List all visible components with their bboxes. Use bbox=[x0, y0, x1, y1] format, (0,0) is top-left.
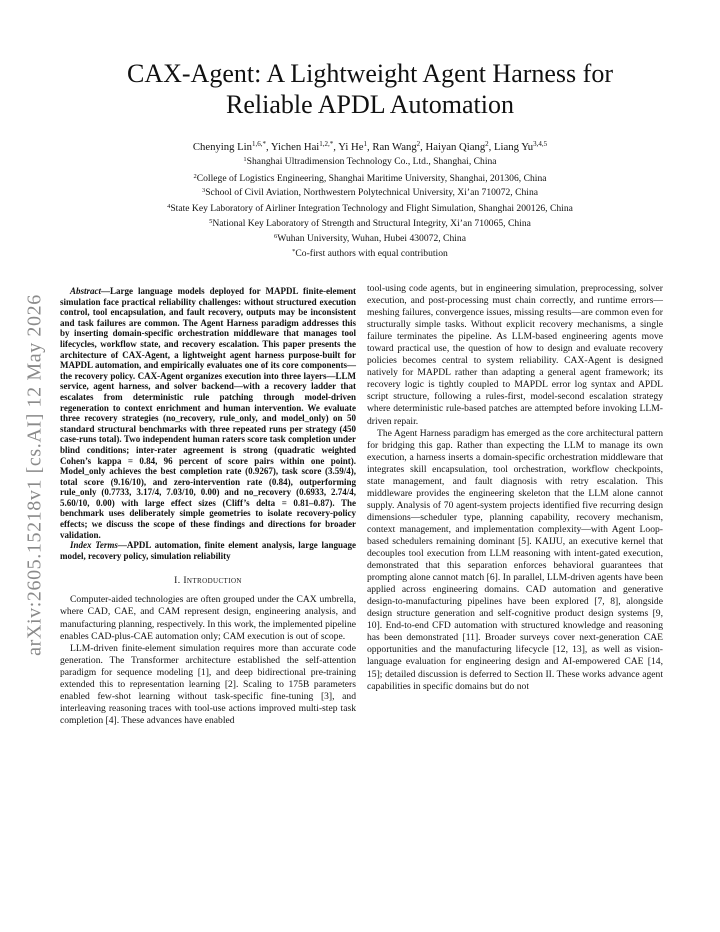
affiliation bbox=[60, 233, 680, 245]
abstract bbox=[60, 286, 356, 540]
author-name: Ran Wang bbox=[372, 141, 417, 153]
author-name: Haiyan Qiang bbox=[425, 141, 486, 153]
affiliation-mark: * bbox=[292, 248, 296, 255]
affiliation-mark: 5 bbox=[209, 218, 213, 225]
affiliation bbox=[60, 203, 680, 215]
paragraph: The Agent Harness paradigm has emerged as the core architectural pattern for bridging this gap. Rather than expecting the LLM to manage its own execution, a harness inserts a domain-specific orchestration middleware that integrates skill encapsulation, tool orchestration, workflow checkpoints, state management, and fault diagnosis with retry escalation. This middleware provides the engineering skeleton that the LLM alone cannot supply. Analysis of 70 agent-system projects identified five recurring design dimensions—scheduler type, planning capability, recovery mechanism, context management, and implementation complexity—with Agent Loop-based schedulers remaining dominant [5]. KAIJU, an executive kernel that decouples tool execution from LLM reasoning with intent-gated execution, demonstrated that this separation enforces behavioral guarantees that prompting alone cannot match [6]. In parallel, LLM-driven agents have been applied across engineering domains. CAD automation and generative design-to-manufacturing pipelines have been explored [7, 8], alongside design structure generation and self-cognitive product design systems [9, 10]. End-to-end CFD automation with structured knowledge and reasoning has been demonstrated [11]. Broader surveys cover next-generation CAE opportunities and the manufacturing lifecycle [12, 13], as well as vision-language evaluation for engineering design and AI-empowered CAE [14, 15]; detailed discussion is deferred to Section II. These works advance agent capabilities in specific domains but do not bbox=[367, 427, 663, 692]
paragraph: Computer-aided technologies are often grouped under the CAX umbrella, where CAD, CAE, and CAM represent design, engineering analysis, and manufacturing planning, respectively. In this work, the implemented pipeline enables CAD-plus-CAE automation only; CAM execution is out of scope. bbox=[60, 594, 356, 642]
index-terms-label: Index Terms bbox=[70, 540, 118, 551]
affiliation-mark: 2 bbox=[193, 173, 197, 180]
index-terms bbox=[60, 540, 356, 561]
affiliation-text: State Key Laboratory of Airliner Integration Technology and Flight Simulation, Shanghai 200126, China bbox=[170, 203, 573, 214]
abstract-text: —Large language models deployed for MAPDL finite-element simulation face practical reliability challenges: without structured execution control, tool encapsulation, and fault recovery, outputs may be inconsistent and task failures are common. The Agent Harness paradigm addresses this by inserting domain-specific orchestration middleware that manages tool lifecycles, workflow state, and recovery escalation. This paper presents the architecture of CAX-Agent, a lightweight agent harness purpose-built for MAPDL automation, and empirically evaluates one of its core components—the recovery policy. CAX-Agent organizes execution into three layers—LLM service, agent harness, and solver backend—with a recovery ladder that escalates from deterministic rule patching through model-driven regeneration to context enrichment and human intervention. We evaluate three recovery strategies (no_recovery, rule_only, and model_only) on 50 standard structural benchmarks with three repeated runs per strategy (450 case-runs total). Two independent human raters score task completion under blind conditions; inter-rater agreement is strong (quadratic weighted Cohen’s kappa = 0.84, 96 percent of score pairs within one point). Model_only achieves the best completion rate (0.9267), task score (3.59/4), total score (9.16/10), and zero-intervention rate (0.84), outperforming rule_only (0.7733, 3.17/4, 7.03/10, 0.00) and no_recovery (0.6933, 2.74/4, 5.60/10, 0.00) with large effect sizes (Cliff’s delta = 0.81–0.87). The benchmark uses deliberately simple geometries to isolate recovery-policy effects; we discuss the scope of these findings and directions for broader validation. bbox=[60, 286, 356, 540]
affiliation-mark: 1 bbox=[243, 156, 247, 163]
affiliation-text: Co-first authors with equal contribution bbox=[295, 248, 448, 259]
paragraph: LLM-driven finite-element simulation requires more than accurate code generation. The Transformer architecture established the self-attention paradigm for sequence modeling [1], and deep bidirectional pre-training extended this to representation learning [2]. Scaling to 175B parameters enabled few-shot learning without task-specific fine-tuning [3], and interleaving reasoning traces with tool-use actions improved multi-step task completion [4]. These advances have enabled bbox=[60, 642, 356, 726]
abstract-label: Abstract bbox=[70, 286, 102, 296]
title-line-1: CAX-Agent: A Lightweight Agent Harness for bbox=[127, 59, 613, 88]
affiliation-text: Wuhan University, Wuhan, Hubei 430072, China bbox=[277, 233, 466, 244]
author-marks: 3,4,5 bbox=[533, 140, 548, 148]
author-name: Yichen Hai bbox=[270, 141, 320, 153]
title-line-2: Reliable APDL Automation bbox=[226, 90, 514, 119]
co-first-note bbox=[60, 248, 680, 260]
index-terms-text: —APDL automation, finite element analysis, large language model, recovery policy, simulation reliability bbox=[60, 540, 356, 561]
affiliation bbox=[60, 187, 680, 199]
author-marks: 1 bbox=[363, 140, 367, 148]
author-marks: 2 bbox=[416, 140, 421, 148]
affiliation-mark: 4 bbox=[167, 203, 171, 210]
author-marks: 1,2,* bbox=[319, 140, 334, 148]
affiliation bbox=[60, 156, 680, 168]
affiliation-text: College of Logistics Engineering, Shanghai Maritime University, Shanghai, 201306, China bbox=[196, 173, 547, 184]
author-name: Yi He bbox=[338, 141, 364, 153]
paragraph: tool-using code agents, but in engineering simulation, preprocessing, solver execution, and post-processing must chain correctly, and runtime errors—meshing failures, convergence issues, missing results—are common even for structurally simple tasks. Without explicit recovery mechanisms, a single failure terminates the pipeline. As LLM-based engineering agents move toward practical use, the question of how to design and evaluate recovery policies becomes central to system reliability. CAX-Agent is designed natively for MAPDL rather than adapting a general agent framework; its recovery logic is tightly coupled to MAPDL error log syntax and APDL script structure, following a rules-first, model-second escalation strategy where deterministic rule-based patches are attempted before invoking LLM-driven repair. bbox=[367, 283, 663, 427]
right-column bbox=[367, 283, 663, 693]
affiliation-text: National Key Laboratory of Strength and Structural Integrity, Xi’an 710065, China bbox=[212, 218, 531, 229]
affiliation bbox=[60, 173, 680, 185]
affiliation-mark: 3 bbox=[201, 187, 206, 194]
section-heading-introduction: I. Introduction bbox=[174, 575, 242, 587]
arxiv-identifier: arXiv:2605.15218v1 [cs.AI] 12 May 2026 bbox=[23, 294, 46, 656]
affiliation-text: School of Civil Aviation, Northwestern Polytechnical University, Xi’an 710072, China bbox=[205, 187, 539, 198]
author-name: Chenying Lin bbox=[192, 141, 252, 153]
affiliation-text: Shanghai Ultradimension Technology Co., Ltd., Shanghai, China bbox=[246, 156, 497, 167]
arxiv-sidebar-stamp bbox=[20, 255, 50, 695]
affiliation-mark: 6 bbox=[274, 233, 278, 240]
author-marks: 2 bbox=[485, 140, 489, 148]
paper-title bbox=[60, 58, 680, 120]
author-marks: 1,6,* bbox=[251, 140, 266, 148]
left-column bbox=[60, 286, 356, 727]
affiliation bbox=[60, 218, 680, 230]
author-name: Liang Yu bbox=[494, 141, 534, 153]
author-list: Chenying Lin$^{1,6,*}$, Yichen Hai$^{1,2,*}$, Yi He$^1$, Ran Wang$^2$, Haiyan Qiang$^2$, Liang Yu$^{3,4,5}$ bbox=[192, 140, 548, 153]
